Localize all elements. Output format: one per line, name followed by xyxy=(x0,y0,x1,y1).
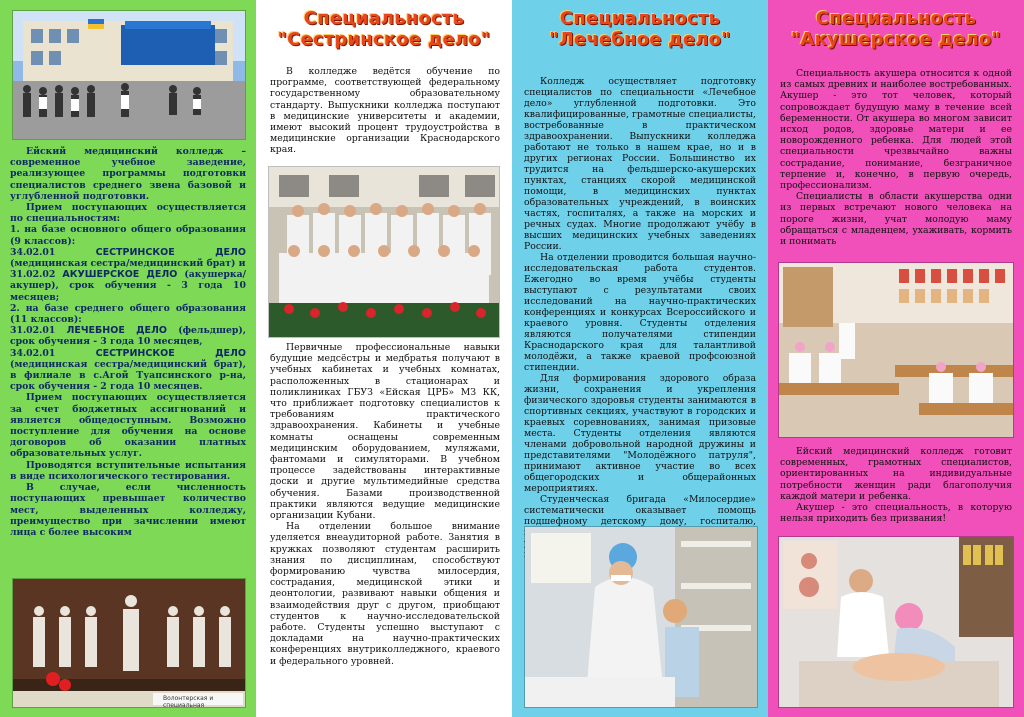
spec3-name: ЛЕЧЕБНОЕ ДЕЛО xyxy=(66,325,167,337)
spec4-name: СЕСТРИНСКОЕ ДЕЛО xyxy=(95,347,246,359)
panel-nursing xyxy=(256,0,512,717)
medicine-paragraph-4: Студенческая бригада «Милосердие» систематически оказывает помощь подшефному детскому дому, госпиталю, xyxy=(524,494,756,527)
spec4-rest: (медицинская сестра/медицинский брат), в филиале в с.Агой Туапсинского р-на, срок обучения - 2 года 10 месяцев. xyxy=(10,358,246,393)
college-intro: Ейский медицинский колледж – современное учебное заведение, реализующее программы подготовки специалистов среднего звена базовой и углубленной подготовки. xyxy=(10,146,246,202)
panel2-title-line2: "Сестринское дело" xyxy=(277,29,491,50)
panel-about-college xyxy=(0,0,256,717)
photo-college-entrance xyxy=(12,10,246,140)
photo-simulator-training xyxy=(524,526,758,708)
spec-item-3 xyxy=(10,325,246,347)
obstetrics-classroom-image xyxy=(779,263,1013,437)
spec2-code: 31.02.02 xyxy=(10,269,56,281)
panel3-title-line2: "Лечебное дело" xyxy=(549,29,731,50)
spec2-rest: (акушерка/акушер), срок обучения - 3 года 10 месяцев; xyxy=(10,269,246,303)
photo-nursing-students xyxy=(268,166,500,338)
panel4-title-line2: "Акушерское дело" xyxy=(790,29,1002,50)
spec1-rest: (медицинская сестра/медицинский брат) и xyxy=(10,258,246,270)
spec3-rest: (фельдшер), срок обучения - 3 года 10 месяцев, xyxy=(10,325,246,348)
tests-text: Проводятся вступительные испытания в виде психологического тестирования. xyxy=(10,459,246,482)
nursing-paragraph-2: Первичные профессиональные навыки будущие медсёстры и медбратья получают в учебных кабинетах и учебных комнатах, расположенных в стационарах и поликлиниках ГБУЗ «Ейская ЦРБ» МЗ КК, что приближает подготовку специалистов к требованиям практического здравоохранения. Кабинеты и учебные комнаты оснащены современным медицинским оборудованием, муляжами, фантомами и симуляторами. В учебном процессе задействованы интерактивные доски и другие мультимедийные средства обучения. Базами производственной практики являются ведущие медицинские организации Кубани. xyxy=(270,342,500,522)
medicine-paragraph-2: На отделении проводится большая научно-исследовательская работа студентов. Ежегодно во время учёбы студенты выступают с результатами своих исследований на научно-практических конференциях и конкурсах Всероссийского и краевого уровня. Студенты отделения являются получателями стипендии Краснодарского края для талантливой молодёжи, а также краевой профсоюзной стипендии. xyxy=(524,252,756,373)
stage-performance-image xyxy=(13,579,245,707)
spec1-code: 34.02.01 xyxy=(10,246,56,258)
panel4-title xyxy=(772,8,1020,50)
base9-heading: 1. на базе основного общего образования (9 классов): xyxy=(10,224,246,247)
panel2-title-line1: Специальность xyxy=(303,8,465,29)
panel-obstetrics xyxy=(768,0,1024,717)
photo-obstetrics-classroom xyxy=(778,262,1014,438)
base11-heading: 2. на базе среднего общего образования (11 классов): xyxy=(10,302,246,326)
spec2-name: АКУШЕРСКОЕ ДЕЛО xyxy=(62,269,178,281)
spec-item-4 xyxy=(10,348,246,393)
medicine-paragraph-1: Колледж осуществляет подготовку специалистов по специальности «Лечебное дело» углубленной подготовки. Это квалифицированные, грамотные специалисты, востребованные в практическом здравоохранении. Выпускники колледжа работают не только в нашем крае, но и в других регионах России. Большинство их трудится на фельдшерско-акушерских пунктах, станциях скорой медицинской помощи, в медицинских пунктах образовательных учреждений, в воинских частях, госпиталях, а также на морских и речных судах. Многие продолжают учёбу в высших медицинских учебных заведениях России. xyxy=(524,76,756,252)
nursing-paragraph-3: На отделении большое внимание уделяется внеаудиторной работе. Занятия в кружках позволяют студентам расширить знания по дисциплинам, способствуют формированию чувства милосердия, сострадания, медицинской этики и деонтологии, развивают навыки общения и взаимодействия друг с другом, приобщают студентов к научно-исследовательской работе. Студенты успешно выступают с докладами на научно-практических конференциях внутриколледжного, краевого и федерального уровней. xyxy=(270,521,500,667)
spec3-code: 31.02.01 xyxy=(10,325,56,337)
panel3-text xyxy=(524,76,756,560)
panel2-text-top xyxy=(270,66,500,156)
obstetrics-paragraph-1: Специальность акушера относится к одной из самых древних и наиболее востребованных. Акушер - это тот человек, который сопровождает будущую маму в течение всей беременности. От акушера во многом зависит исход родов, здоровье матери и ее новорожденного ребенка. Для людей этой специальности чрезвычайно важны сострадание, понимание, безграничное терпение и, конечно, в первую очередь, профессионализм. xyxy=(780,68,1012,192)
panel2-text-bottom xyxy=(270,342,500,667)
panel3-title xyxy=(516,8,764,50)
obstetrics-paragraph-2: Специалисты в области акушерства одни из первых встречают нового человека на пороге жизни, учат молодую маму обращаться с младенцем, ухаживать, кормить и понимать xyxy=(780,191,1012,248)
college-entrance-image xyxy=(13,11,245,139)
stage-banner-text: Волонтерская и специальная xyxy=(163,695,214,708)
simulator-training-image xyxy=(525,527,757,707)
panel1-text xyxy=(10,146,246,538)
photo-stage-performance xyxy=(12,578,246,708)
panel2-title xyxy=(260,8,508,50)
budget-text: Прием поступающих осуществляется за счет бюджетных ассигнований и является общедоступным. Возможно поступление для обучения на основе договоров об оказании платных образовательных услуг. xyxy=(10,392,246,460)
panel4-title-line1: Специальность xyxy=(815,8,977,29)
panel3-title-line1: Специальность xyxy=(559,8,721,29)
panel4-text-top xyxy=(780,68,1012,247)
nursing-students-image xyxy=(269,167,499,337)
admission-intro: Прием поступающих осуществляется по специальностям: xyxy=(10,202,246,225)
panel4-text-bottom xyxy=(780,446,1012,524)
panel-general-medicine xyxy=(512,0,768,717)
spec1-name: СЕСТРИНСКОЕ ДЕЛО xyxy=(95,246,246,258)
photo-infant-care xyxy=(778,536,1014,708)
spec4-code: 34.02.01 xyxy=(10,347,56,359)
obstetrics-paragraph-4: Акушер - это специальность, в которую нельзя приходить без призвания! xyxy=(780,502,1012,525)
obstetrics-paragraph-3: Ейский медицинский колледж готовит современных, грамотных специалистов, ориентированных на индивидуальные потребности женщин ради благополучия каждой матери и ребенка. xyxy=(780,446,1012,502)
medicine-paragraph-3: Для формирования здорового образа жизни, сохранения и укрепления физического здоровья студенты занимаются в спортивных секциях, участвуют в городских и краевых соревнованиях, занимая призовые места. Студенты отделения являются членами добровольной народной дружины и представителями "Молодёжного патруля", принимают активное участие во всех общегородских и общерайонных мероприятиях. xyxy=(524,373,756,494)
nursing-paragraph-1: В колледже ведётся обучение по программе, соответствующей федеральному государственному образовательному стандарту. Выпускники колледжа поступают в медицинские университеты и академии, имеют высокий процент трудоустройства в медицинские организации Краснодарского края. xyxy=(270,66,500,156)
priority-text: В случае, если численность поступающих превышает количество мест, выделенных колледжу, преимущество при зачислении имеют лица с более высоким xyxy=(10,482,246,538)
spec-item-2 xyxy=(10,269,246,303)
spec-item-1 xyxy=(10,247,246,269)
infant-care-image xyxy=(779,537,1013,707)
